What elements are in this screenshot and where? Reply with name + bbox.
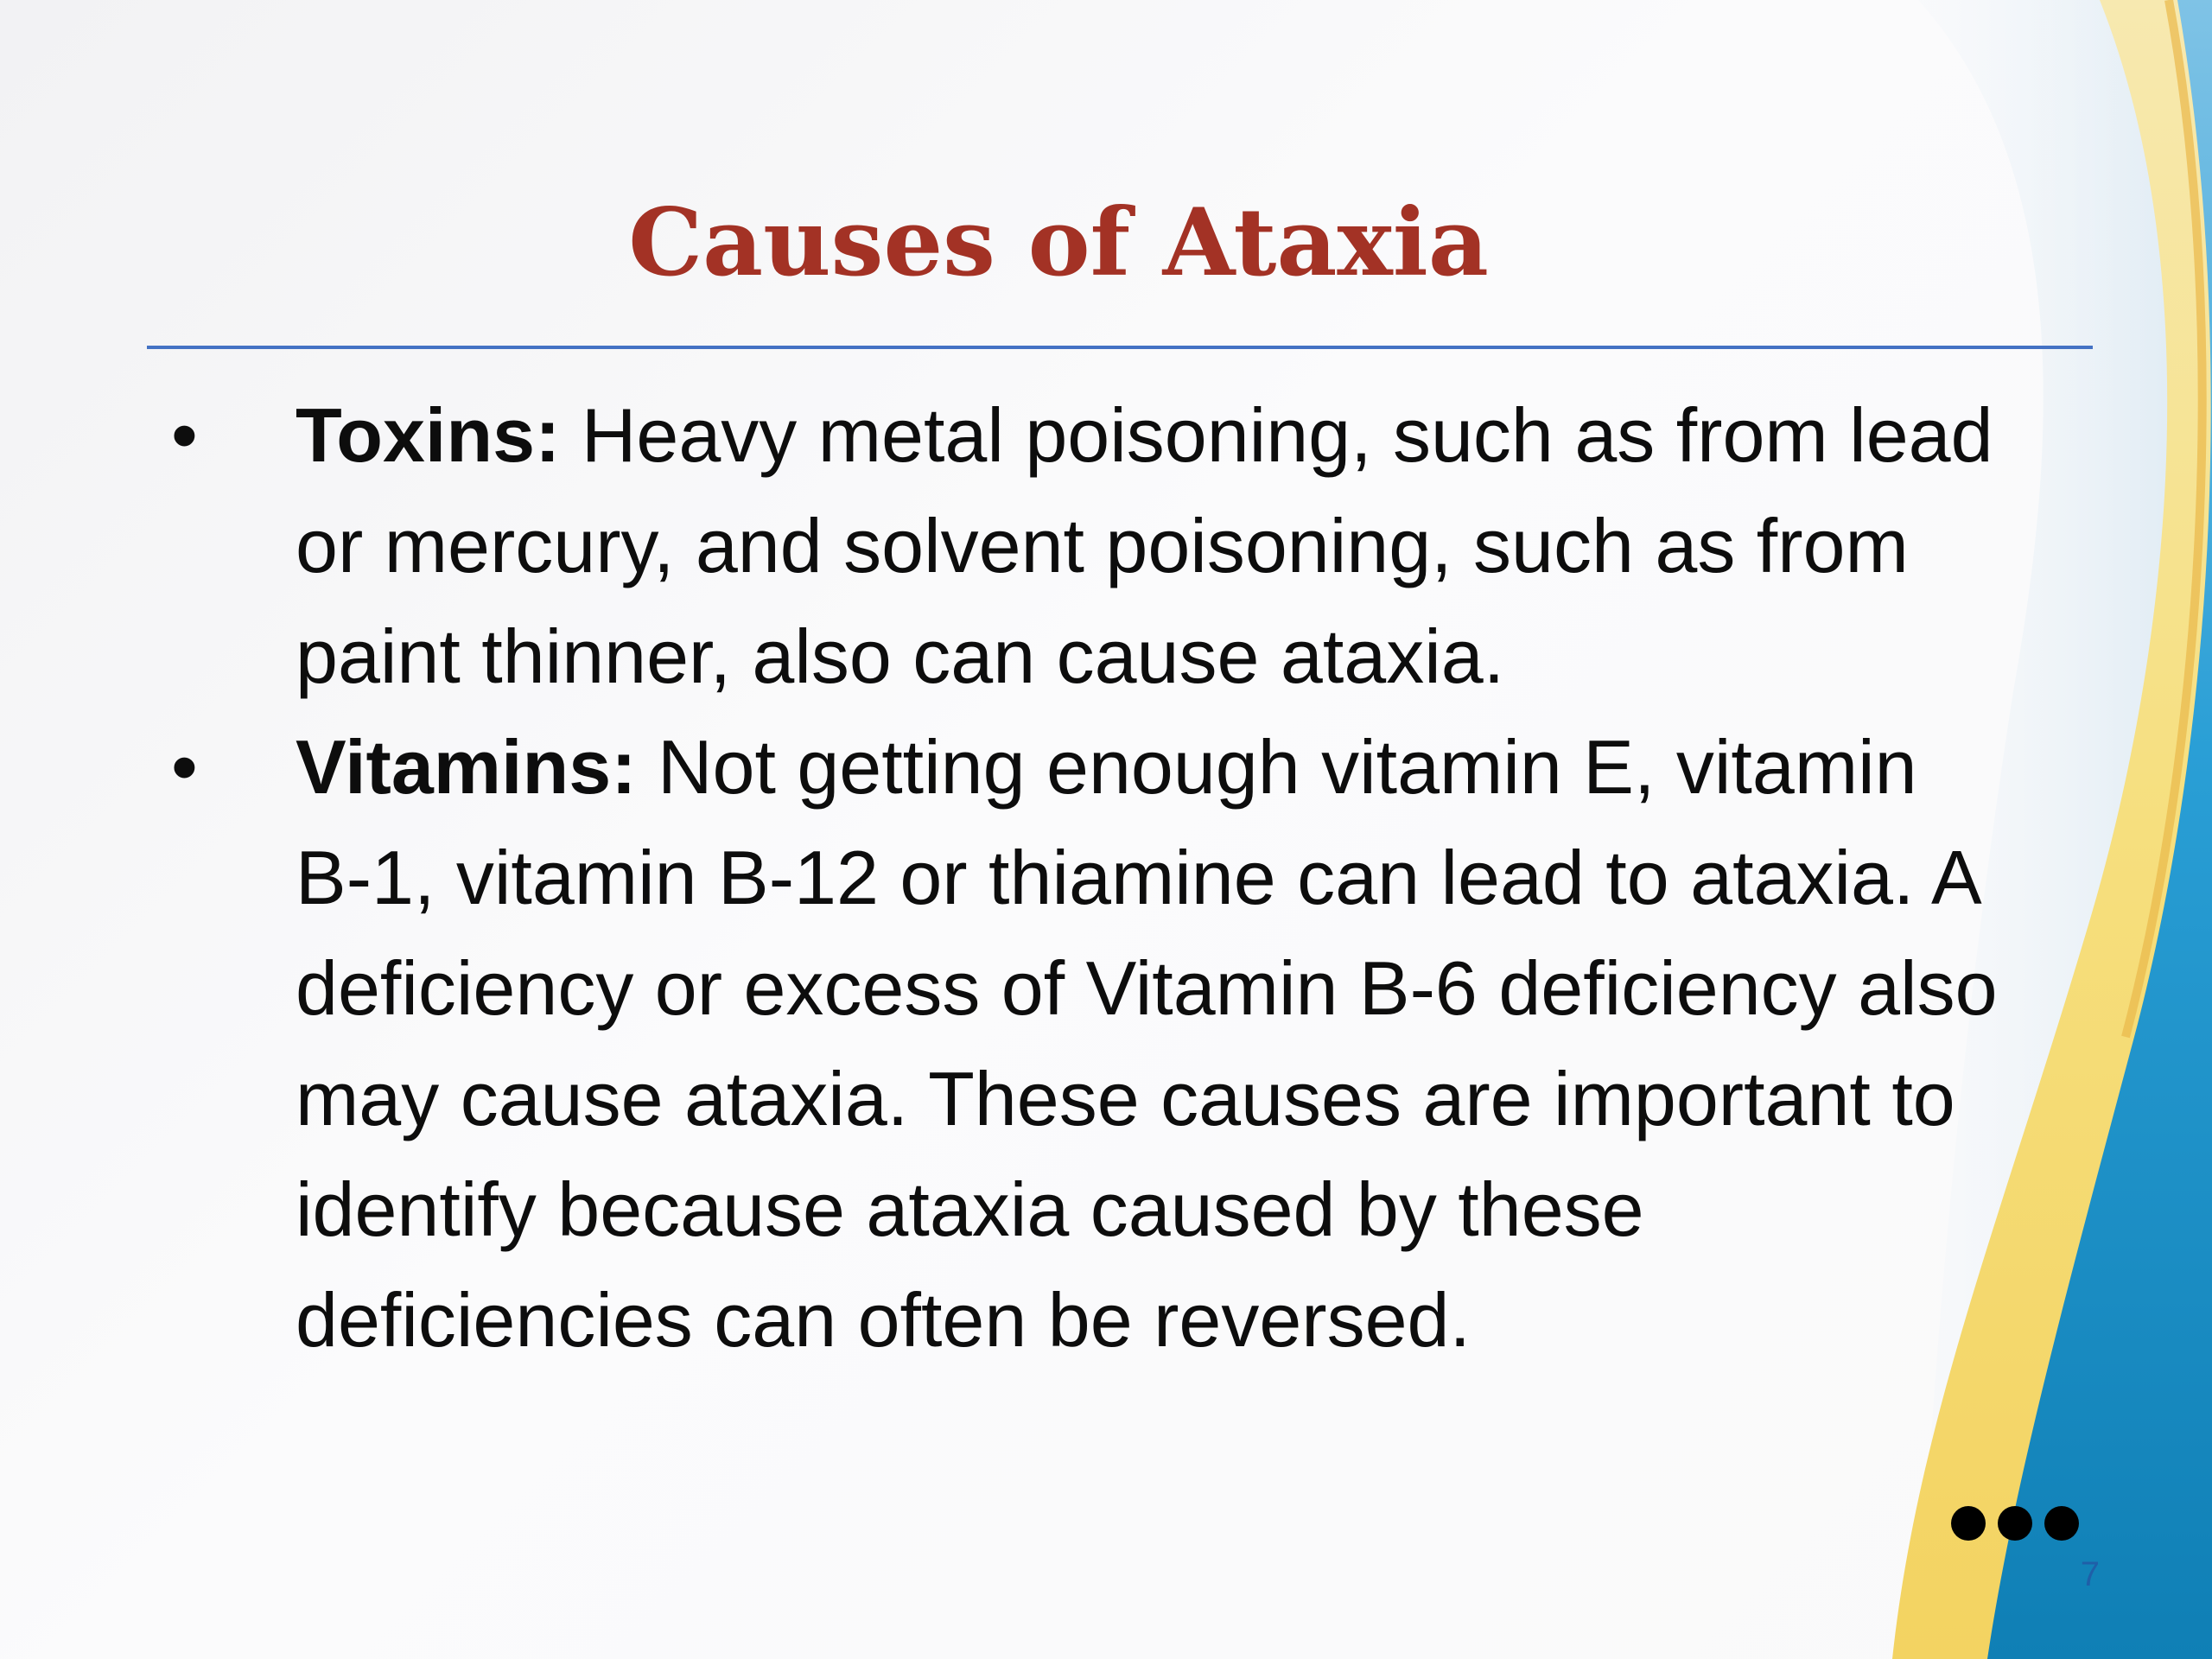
bullet-text: Not getting enough vitamin E, vitamin B-1, vitamin B-12 or thiamine can lead to ataxia. A deficiency or excess of Vitamin B-6 deficiency also may cause ataxia. These causes are important to identify because ataxia caused by these deficiencies can often be reversed. (296, 724, 1998, 1363)
bullet-marker: • (171, 392, 198, 478)
more-dots-icon (1951, 1506, 2079, 1544)
bullet-item-vitamins (147, 712, 2013, 1376)
title-divider (147, 346, 2093, 349)
slide-title: Causes of Ataxia (628, 188, 1489, 297)
bullet-heading: Toxins: (296, 392, 561, 478)
bullet-list (147, 380, 2013, 1376)
page-number: 7 (2080, 1555, 2100, 1593)
bullet-marker: • (171, 724, 198, 810)
bullet-text: Heavy metal poisoning, such as from lead or mercury, and solvent poisoning, such as from paint thinner, also can cause ataxia. (296, 392, 1993, 699)
bullet-heading: Vitamins: (296, 724, 637, 810)
bullet-item-toxins (147, 380, 2013, 712)
